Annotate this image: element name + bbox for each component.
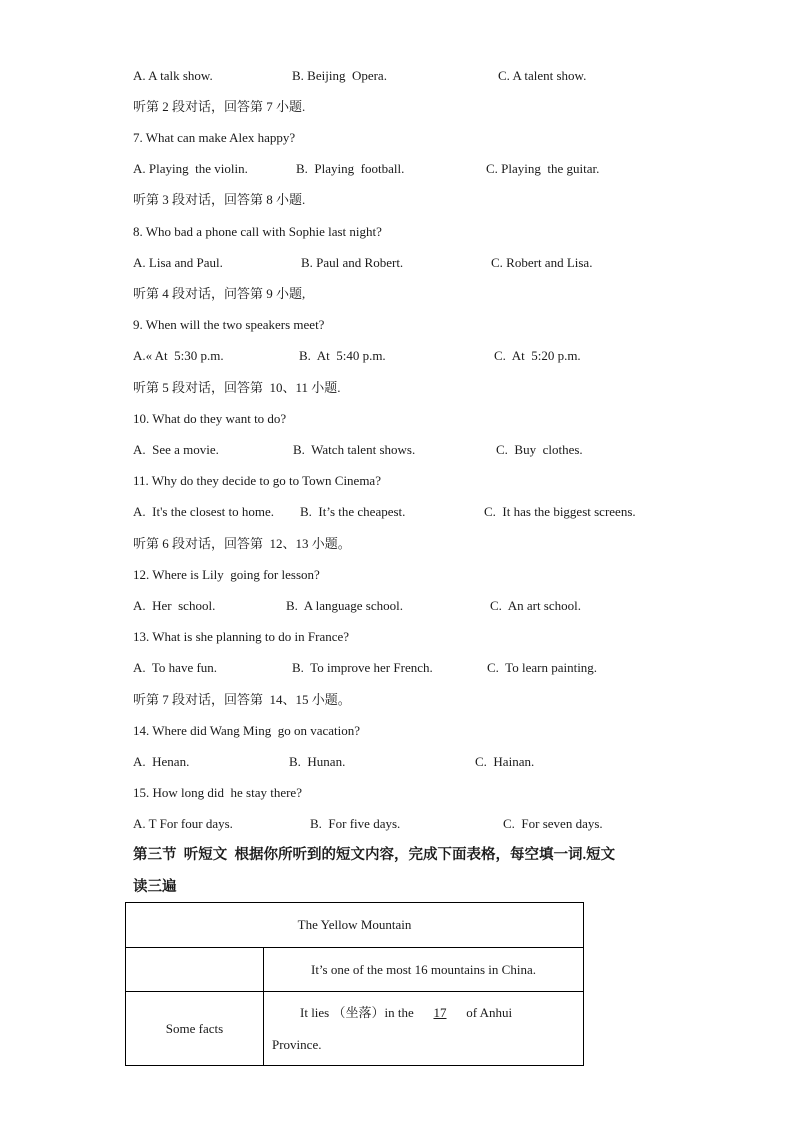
q8-option-c: C. Robert and Lisa. bbox=[491, 255, 593, 270]
q12-option-a: A. Her school. bbox=[133, 598, 216, 613]
q7-option-b: B. Playing football. bbox=[296, 161, 405, 176]
dialog-7-instruction: 听第 7 段对话，回答第 14、15 小题。 bbox=[133, 692, 351, 707]
table-row1-right bbox=[264, 948, 584, 992]
q13-option-c: C. To learn painting. bbox=[487, 660, 598, 675]
q14-option-b: B. Hunan. bbox=[289, 754, 346, 769]
q15-option-a: A. T For four days. bbox=[133, 816, 233, 831]
q12-question: 12. Where is Lily going for lesson? bbox=[133, 567, 320, 582]
q8-question: 8. Who bad a phone call with Sophie last night? bbox=[133, 224, 382, 239]
q7-question: 7. What can make Alex happy? bbox=[133, 130, 296, 145]
q7-option-a: A. Playing the violin. bbox=[133, 161, 248, 176]
q12-option-b: B. A language school. bbox=[286, 598, 403, 613]
section-3-heading-line-1: 第三节 听短文 根据你所听到的短文内容，完成下面表格，每空填一词.短文 bbox=[133, 847, 616, 863]
dialog-4-instruction: 听第 4 段对话，问答第 9 小题, bbox=[133, 286, 306, 301]
table-title: The Yellow Mountain bbox=[126, 903, 584, 948]
q10-option-a: A. See a movie. bbox=[133, 442, 219, 457]
q10-option-c: C. Buy clothes. bbox=[496, 442, 583, 457]
q11-option-b: B. It’s the cheapest. bbox=[300, 504, 406, 519]
table-row1-left bbox=[126, 948, 264, 992]
q10-option-b: B. Watch talent shows. bbox=[293, 442, 416, 457]
dialog-6-instruction: 听第 6 段对话，回答第 12、13 小题。 bbox=[133, 536, 351, 551]
yellow-mountain-table bbox=[125, 902, 584, 1066]
q13-option-a: A. To have fun. bbox=[133, 660, 218, 675]
dialog-3-instruction: 听第 3 段对话，回答第 8 小题. bbox=[133, 192, 306, 207]
row2-text-a: It lies （坐落）in the bbox=[300, 1004, 417, 1020]
q9-option-b: B. At 5:40 p.m. bbox=[299, 348, 386, 363]
q9-question: 9. When will the two speakers meet? bbox=[133, 317, 325, 332]
dialog-2-instruction: 听第 2 段对话，回答第 7 小题. bbox=[133, 99, 306, 114]
q11-option-a: A. It's the closest to home. bbox=[133, 504, 274, 519]
q11-option-c: C. It has the biggest screens. bbox=[484, 504, 636, 519]
table-row2-right bbox=[264, 992, 584, 1066]
q9-option-c: C. At 5:20 p.m. bbox=[494, 348, 581, 363]
blank-17[interactable]: 17 bbox=[433, 1004, 447, 1020]
q15-option-b: B. For five days. bbox=[310, 816, 401, 831]
q15-option-c: C. For seven days. bbox=[503, 816, 603, 831]
q8-option-a: A. Lisa and Paul. bbox=[133, 255, 223, 270]
table-row2-left: Some facts bbox=[126, 992, 264, 1066]
q12-option-c: C. An art school. bbox=[490, 598, 581, 613]
row1-text-b: mountains in China. bbox=[427, 961, 536, 977]
q15-question: 15. How long did he stay there? bbox=[133, 785, 302, 800]
blank-16: 16 bbox=[414, 961, 428, 977]
q9-option-a: A.« At 5:30 p.m. bbox=[133, 348, 224, 363]
row2-text-c: Province. bbox=[272, 1036, 322, 1052]
q11-question: 11. Why do they decide to go to Town Cinema? bbox=[133, 473, 381, 488]
q6-option-a: A. A talk show. bbox=[133, 68, 213, 83]
q6-option-c: C. A talent show. bbox=[498, 68, 587, 83]
q7-option-c: C. Playing the guitar. bbox=[486, 161, 600, 176]
dialog-5-instruction: 听第 5 段对话，回答第 10、11 小题. bbox=[133, 380, 341, 395]
q10-question: 10. What do they want to do? bbox=[133, 411, 287, 426]
q14-option-c: C. Hainan. bbox=[475, 754, 535, 769]
q8-option-b: B. Paul and Robert. bbox=[301, 255, 404, 270]
row2-text-b: of Anhui bbox=[463, 1004, 513, 1020]
q13-option-b: B. To improve her French. bbox=[292, 660, 433, 675]
q14-question: 14. Where did Wang Ming go on vacation? bbox=[133, 723, 361, 738]
q13-question: 13. What is she planning to do in France? bbox=[133, 629, 350, 644]
row1-text-a: It’s one of the most bbox=[311, 961, 415, 977]
q6-option-b: B. Beijing Opera. bbox=[292, 68, 387, 83]
section-3-heading-line-2: 读三遍 bbox=[133, 879, 177, 895]
q14-option-a: A. Henan. bbox=[133, 754, 190, 769]
